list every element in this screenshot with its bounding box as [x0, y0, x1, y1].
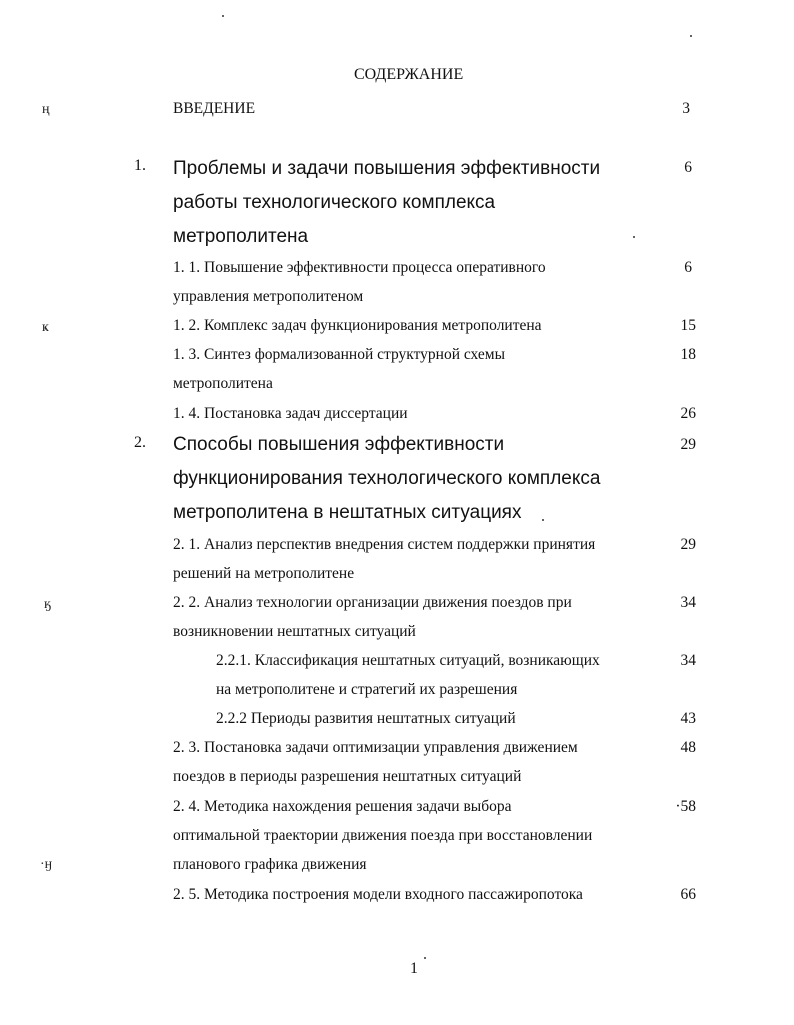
toc-entry-line: управления метрополитеном [173, 288, 364, 305]
toc-entry-line: планового графика движения [173, 856, 367, 873]
section-2-title-line: функционирования технологического комплекса [173, 468, 601, 489]
toc-entry-line: 2. 1. Анализ перспектив внедрения систем поддержки принятия [173, 536, 596, 553]
toc-entry-line: 1. 4. Постановка задач диссертации [173, 405, 408, 422]
toc-title: СОДЕРЖАНИЕ [354, 66, 464, 83]
toc-entry-page: 18 [680, 346, 696, 363]
scan-speck [424, 957, 426, 959]
toc-entry-page: ·58 [675, 798, 696, 815]
section-1-title-line: Проблемы и задачи повышения эффективности [173, 158, 601, 179]
scan-speck [633, 236, 635, 238]
toc-entry-page: 43 [680, 710, 696, 727]
toc-entry-line: 2. 5. Методика построения модели входного пассажиропотока [173, 886, 583, 903]
toc-entry-page: 48 [680, 739, 696, 756]
toc-entry-line: на метрополитене и стратегий их разрешения [216, 681, 518, 698]
margin-mark: ң [42, 102, 50, 117]
toc-entry-line: 2.2.2 Периоды развития нештатных ситуаций [216, 710, 516, 727]
toc-entry-page: 15 [680, 317, 696, 334]
toc-entry-page: 34 [680, 594, 696, 611]
scan-speck [222, 15, 224, 17]
section-1-number: 1. [134, 157, 146, 174]
toc-entry-line: 1. 1. Повышение эффективности процесса оперативного [173, 259, 546, 276]
toc-entry-page: 26 [680, 405, 696, 422]
toc-entry-line: 1. 3. Синтез формализованной структурной схемы [173, 346, 506, 363]
margin-mark: ·ӈ [40, 857, 53, 872]
toc-entry-line: 2.2.1. Классификация нештатных ситуаций, возникающих [216, 652, 600, 669]
toc-entry-line: 2. 3. Постановка задачи оптимизации управления движением [173, 739, 578, 756]
toc-entry-page: 34 [680, 652, 696, 669]
section-2-number: 2. [134, 434, 146, 451]
margin-mark: ҝ [42, 320, 49, 335]
section-1-title-line: метрополитена [173, 226, 309, 247]
toc-entry-line: метрополитена [173, 375, 273, 392]
toc-entry-line: оптимальной траектории движения поезда при восстановлении [173, 827, 593, 844]
toc-intro-label: ВВЕДЕНИЕ [173, 100, 256, 117]
toc-entry-line: возникновении нештатных ситуаций [173, 623, 416, 640]
toc-entry-line: 2. 4. Методика нахождения решения задачи выбора [173, 798, 512, 815]
toc-entry-page: 29 [680, 536, 696, 553]
toc-entry-page: 6 [684, 259, 692, 276]
scan-speck [542, 519, 544, 521]
toc-entry-page: 66 [680, 886, 696, 903]
toc-entry-line: поездов в периоды разрешения нештатных ситуаций [173, 768, 522, 785]
page-number: 1 [410, 960, 418, 977]
section-2-page: 29 [680, 436, 696, 453]
section-1-title-line: работы технологического комплекса [173, 192, 496, 213]
section-2-title-line: метрополитена в нештатных ситуациях [173, 502, 522, 523]
toc-intro-page: 3 [682, 100, 690, 117]
section-2-title-line: Способы повышения эффективности [173, 434, 505, 455]
margin-mark: ӄ [44, 597, 52, 612]
scan-speck [690, 35, 692, 37]
toc-entry-line: 1. 2. Комплекс задач функционирования метрополитена [173, 317, 542, 334]
section-1-page: 6 [684, 159, 692, 176]
toc-entry-line: 2. 2. Анализ технологии организации движения поездов при [173, 594, 572, 611]
toc-entry-line: решений на метрополитене [173, 565, 355, 582]
